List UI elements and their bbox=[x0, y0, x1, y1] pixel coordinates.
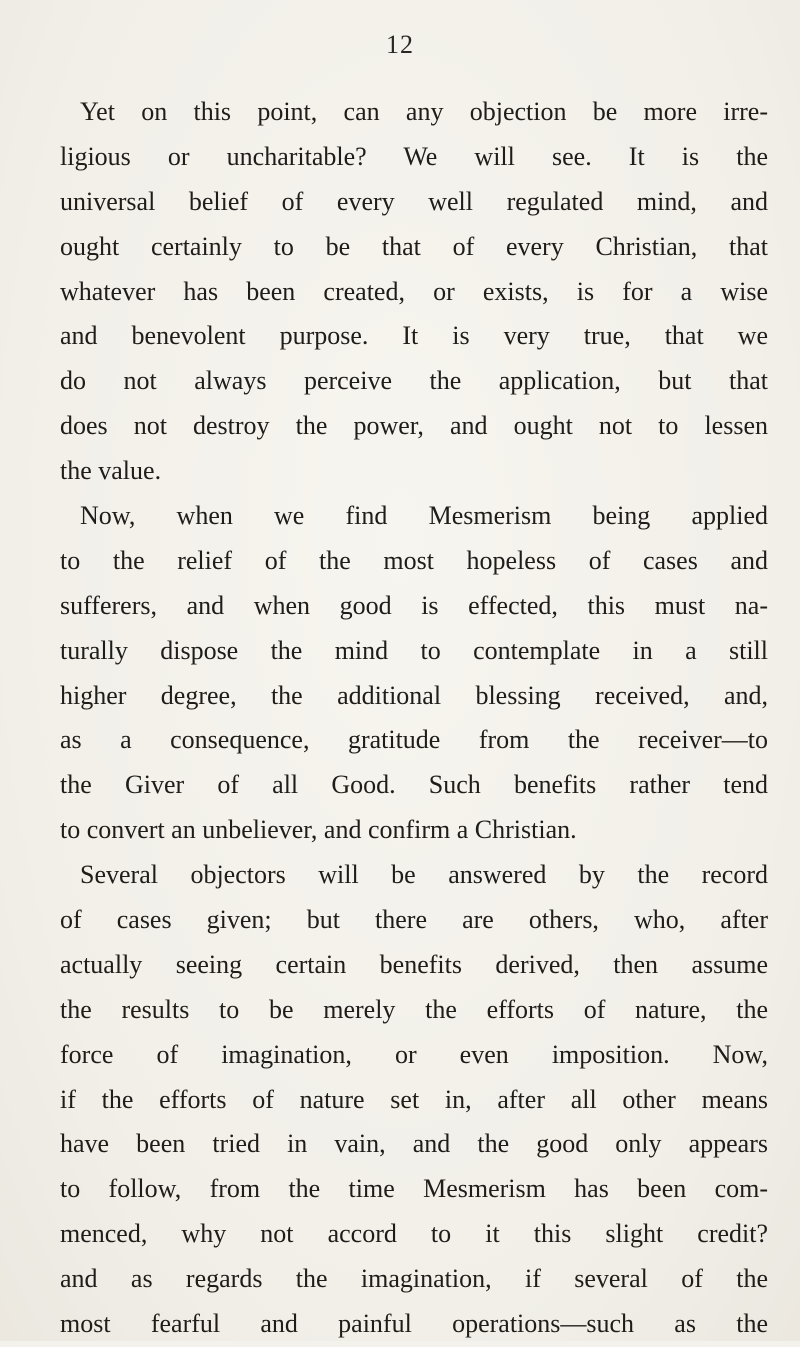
text-line: whatever has been created, or exists, is for a wise bbox=[60, 276, 768, 306]
page-number: 12 bbox=[386, 30, 414, 59]
text-line: to convert an unbeliever, and confirm a Christian. bbox=[60, 815, 577, 845]
text-line: have been tried in vain, and the good only appears bbox=[60, 1129, 768, 1159]
text-line: higher degree, the additional blessing received, and, bbox=[60, 680, 768, 710]
text-line: to the relief of the most hopeless of cases and bbox=[60, 545, 768, 575]
text-line: and benevolent purpose. It is very true, that we bbox=[60, 321, 768, 351]
text-line: the value. bbox=[60, 456, 162, 486]
text-line: force of imagination, or even imposition. Now, bbox=[60, 1039, 768, 1069]
text-line: as a consequence, gratitude from the receiver—to bbox=[60, 725, 768, 755]
text-line: Now, when we find Mesmerism being applied bbox=[80, 501, 768, 531]
text-line: and as regards the imagination, if several of the bbox=[60, 1264, 768, 1294]
text-line: the results to be merely the efforts of nature, the bbox=[60, 994, 768, 1024]
text-line: the Giver of all Good. Such benefits rather tend bbox=[60, 770, 768, 800]
text-line: turally dispose the mind to contemplate in a still bbox=[60, 635, 768, 665]
text-line: ligious or uncharitable? We will see. It is the bbox=[60, 141, 768, 171]
text-line: if the efforts of nature set in, after all other means bbox=[60, 1084, 768, 1114]
text-line: do not always perceive the application, but that bbox=[60, 366, 768, 396]
text-line: actually seeing certain benefits derived, then assume bbox=[60, 949, 768, 979]
text-line: menced, why not accord to it this slight credit? bbox=[60, 1219, 768, 1249]
text-line: ought certainly to be that of every Christian, that bbox=[60, 231, 768, 261]
body-text bbox=[60, 90, 768, 1347]
text-line: most fearful and painful operations—such as the bbox=[60, 1309, 768, 1339]
text-line: of cases given; but there are others, who, after bbox=[60, 905, 768, 935]
text-line: Several objectors will be answered by the record bbox=[80, 860, 768, 890]
text-line: Yet on this point, can any objection be more irre- bbox=[80, 97, 768, 126]
text-line: sufferers, and when good is effected, this must na- bbox=[60, 590, 768, 620]
text-line: universal belief of every well regulated mind, and bbox=[60, 186, 768, 216]
text-line: to follow, from the time Mesmerism has been com- bbox=[60, 1174, 768, 1204]
text-line: does not destroy the power, and ought not to lessen bbox=[60, 411, 768, 441]
